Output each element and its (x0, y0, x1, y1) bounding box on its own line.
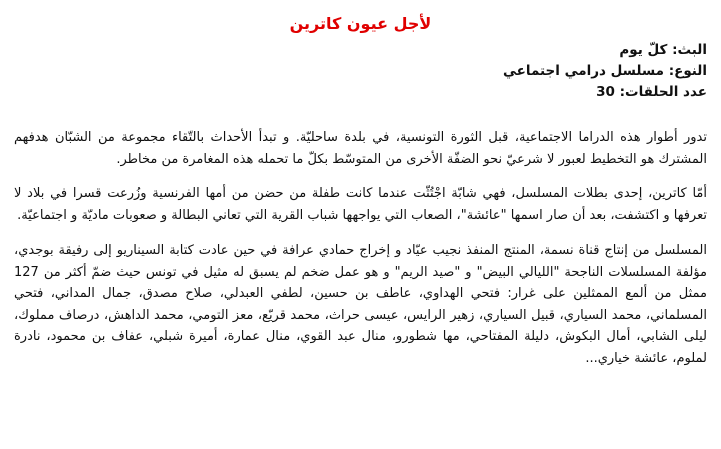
genre-info: النوع: مسلسل درامي اجتماعي (503, 63, 707, 79)
production-paragraph: المسلسل من إنتاج قناة نسمة، المنتج المنفذ نجيب عيّاد و إخراج حمادي عرافة في حين عادت كتابة السيناريو إلى رفيقة بوجدي، مؤلفة المسلسلات الناجحة "الليالي البيض" و "صيد الريم" و هو عمل ضخم لم يسبق له مثيل في تونس حيث ضمّ أكثر من 127 ممثل من ألمع الممثلين على غرار: فتحي الهداوي، عاطف بن حسين، لطفي العبدلي، صلاح مصدق، جمال المداني، فتحي المسلماني، محمد السياري، قبيل السياري، زهير الرايس، عيسى حراث، محمد قريّع، معز التومي، محمد الداهش، درصاف مملوك، ليلى الشابي، أمال البكوش، دليلة المفتاحي، مها شطورو، منال عبد القوي، منال عمارة، أميرة شبلي، عفاف بن محمود، نادرة لملوم، عائشة خياري... (14, 243, 707, 366)
episodes-info: عدد الحلقات: 30 (596, 84, 707, 100)
synopsis-paragraph: تدور أطوار هذه الدراما الاجتماعية، قبل الثورة التونسية، في بلدة ساحليّة. و تبدأ الأحداث بالتّقاء مجموعة من الشبّان هدفهم المشترك هو التخطيط لعبور لا شرعيّ نحو الضفّة الأخرى من المتوسّط بكلّ ما تحمله هذه المغامرة من مخاطر. (14, 130, 707, 167)
page-title: لأجل عيون كاترين (289, 14, 432, 33)
broadcast-info: البث: كلّ يوم (619, 42, 707, 58)
series-info (14, 40, 707, 103)
character-paragraph: أمّا كاترين، إحدى بطلات المسلسل، فهي شابّة اجْتُثّت عندما كانت طفلة من حضن من أمها الفرنسية وزُرعت قسرا في بلاد لا تعرفها و اكتشفت، بعد أن صار اسمها "عائشة"، الصعاب التي يواجهها شباب القرية التي تعاني البطالة و صعوبات ماديّة و اجتماعيّة. (14, 186, 707, 223)
